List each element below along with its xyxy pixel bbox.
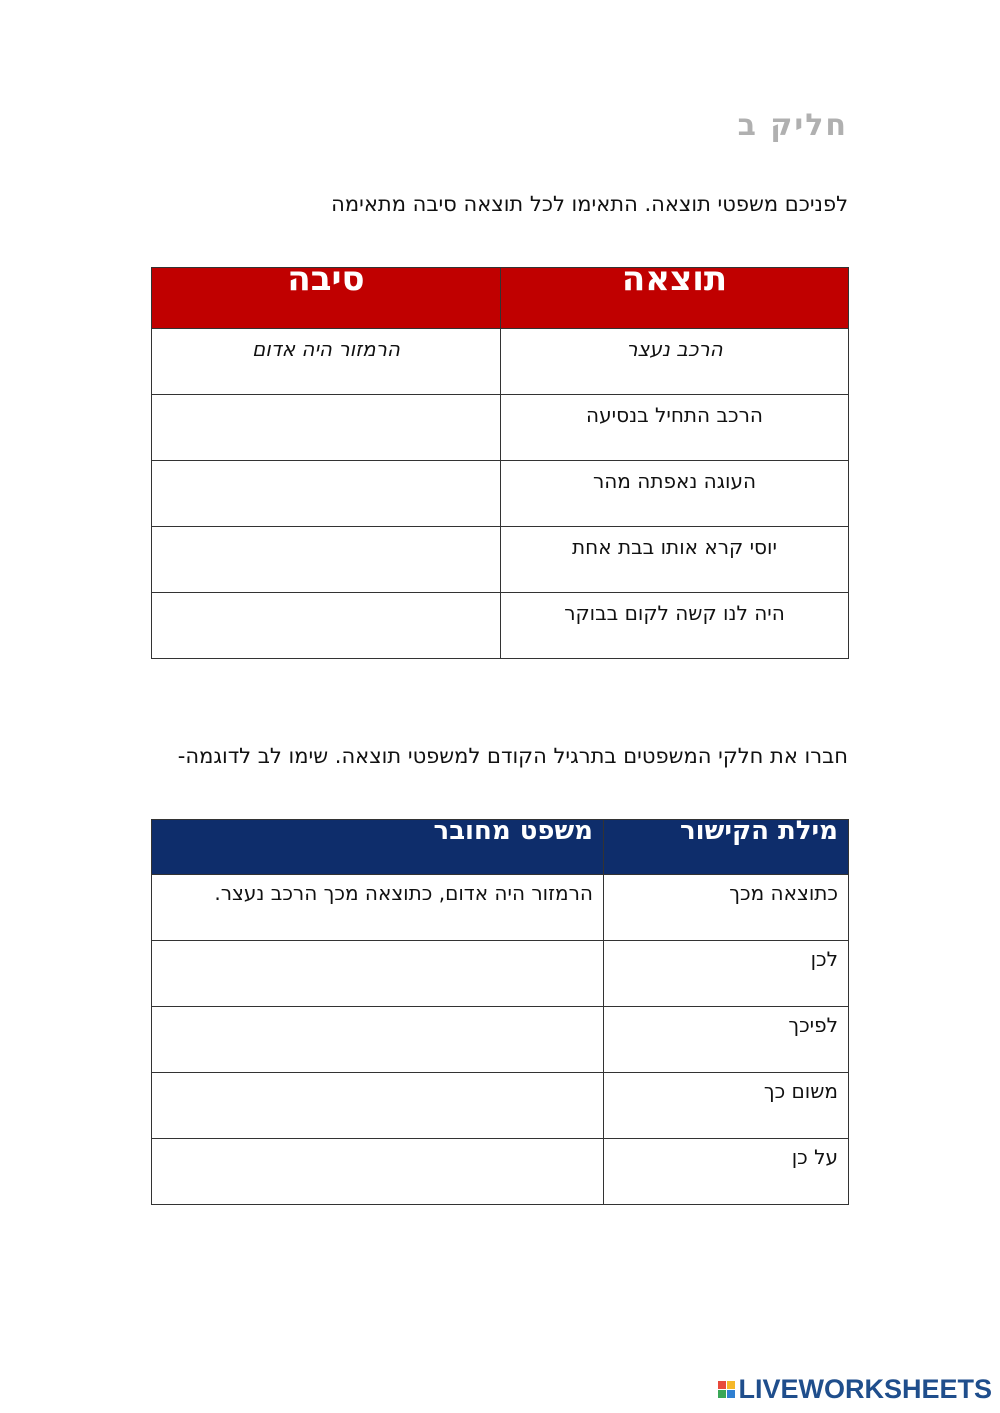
section-title: חליק ב — [737, 108, 848, 143]
connector-cell: לכן — [810, 947, 838, 971]
sentence-input-cell[interactable] — [152, 941, 604, 1007]
connector-cell: כתוצאה מכך — [729, 881, 838, 905]
connector-cell: על כן — [791, 1145, 838, 1169]
result-cell: הרכב נעצר — [626, 337, 723, 361]
instruction-1: לפניכם משפטי תוצאה. התאימו לכל תוצאה סיבה מתאימה — [331, 192, 848, 216]
table1-header-reason: סיבה — [152, 268, 501, 329]
result-cell: יוסי קרא אותו בבת אחת — [572, 535, 777, 559]
reason-cell: הרמזור היה אדום — [252, 337, 400, 361]
table2-header-sentence: משפט מחובר — [152, 820, 604, 875]
connector-table — [151, 819, 849, 1205]
cause-effect-table — [151, 267, 849, 659]
table1-header-row — [152, 268, 849, 329]
table-row — [152, 875, 849, 941]
result-cell: הרכב התחיל בנסיעה — [586, 403, 763, 427]
table1-header-result: תוצאה — [501, 268, 849, 329]
sentence-input-cell[interactable] — [152, 1139, 604, 1205]
table-row — [152, 593, 849, 659]
reason-input-cell[interactable] — [152, 593, 501, 659]
instruction-2: חברו את חלקי המשפטים בתרגיל הקודם למשפטי תוצאה. שימו לב לדוגמה- — [177, 744, 848, 768]
table-row — [152, 461, 849, 527]
liveworksheets-logo-icon — [718, 1381, 735, 1398]
table-row — [152, 329, 849, 395]
table-row — [152, 1073, 849, 1139]
table-row — [152, 1139, 849, 1205]
reason-input-cell[interactable] — [152, 527, 501, 593]
result-cell: היה לנו קשה לקום בבוקר — [564, 601, 785, 625]
connector-cell: לפיכך — [788, 1013, 838, 1037]
sentence-input-cell[interactable] — [152, 1007, 604, 1073]
sentence-input-cell[interactable] — [152, 1073, 604, 1139]
table2-header-connector: מילת הקישור — [604, 820, 849, 875]
table-row — [152, 395, 849, 461]
table-row — [152, 1007, 849, 1073]
reason-input-cell[interactable] — [152, 461, 501, 527]
table-row — [152, 527, 849, 593]
connector-cell: משום כך — [763, 1079, 838, 1103]
logo-text: LIVEWORKSHEETS — [738, 1374, 992, 1404]
sentence-cell: הרמזור היה אדום, כתוצאה מכך הרכב נעצר. — [214, 881, 593, 905]
liveworksheets-logo[interactable] — [718, 1374, 992, 1405]
table-row — [152, 941, 849, 1007]
table2-header-row — [152, 820, 849, 875]
result-cell: העוגה נאפתה מהר — [592, 469, 757, 493]
reason-input-cell[interactable] — [152, 395, 501, 461]
